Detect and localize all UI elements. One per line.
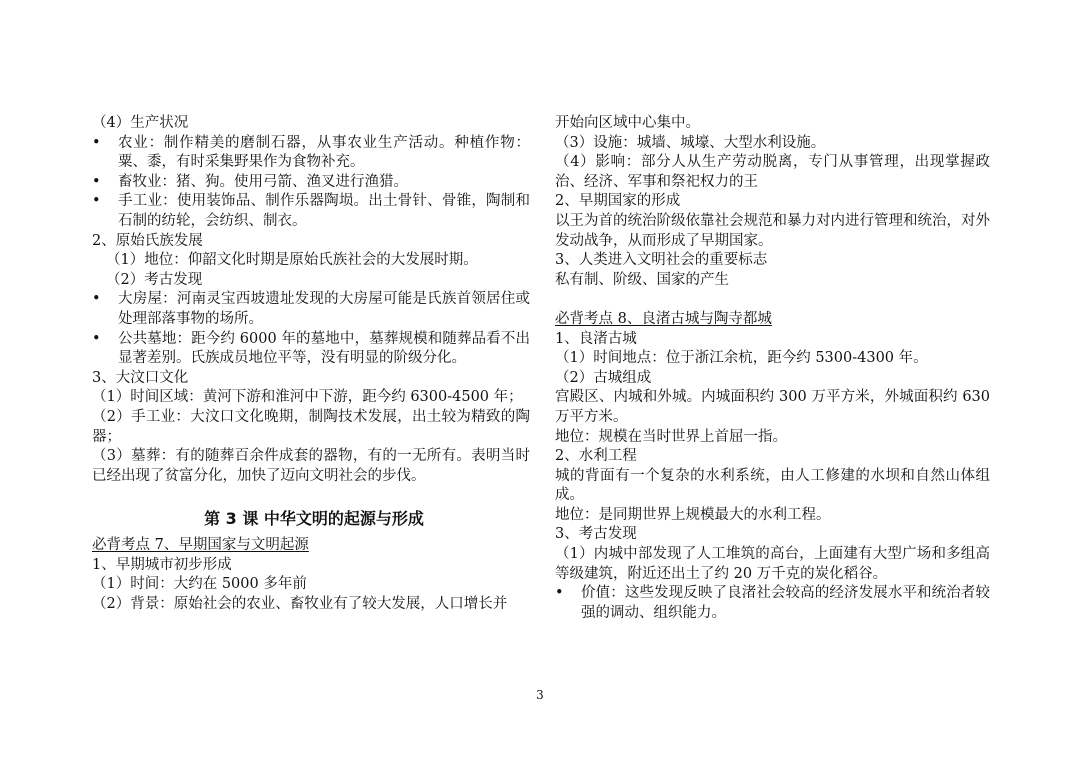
liangzhu-heading: 1、良渚古城 bbox=[555, 330, 637, 347]
water-text: 城的背面有一个复杂的水利系统，由人工修建的水坝和自然山体组成。 bbox=[555, 467, 990, 504]
cemetery-item bbox=[92, 330, 530, 369]
liangzhu-city-status: 地位：规模在当时世界上首屈一指。 bbox=[555, 428, 787, 445]
husbandry-item bbox=[92, 173, 530, 193]
handicraft-item bbox=[92, 192, 530, 231]
husbandry-text: 畜牧业：猪、狗。使用弓箭、渔叉进行渔猎。 bbox=[118, 173, 408, 190]
keypoint-8-heading: 必背考点 8、良渚古城与陶寺都城 bbox=[555, 310, 772, 327]
water-heading: 2、水利工程 bbox=[555, 448, 637, 465]
civilization-heading: 3、人类进入文明社会的重要标志 bbox=[555, 252, 768, 269]
bullet-icon: • bbox=[92, 134, 101, 151]
archaeology-heading: 3、考古发现 bbox=[555, 526, 637, 543]
early-state-heading: 2、早期国家的形成 bbox=[555, 193, 681, 210]
liangzhu-city-text: 宫殿区、内城和外城。内城面积约 300 万平方米，外城面积约 630 万平方米。 bbox=[555, 389, 990, 425]
influence-text: （4）影响：部分人从生产劳动脱离，专门从事管理，出现掌握政治、经济、军事和祭祀权力的王 bbox=[555, 154, 990, 190]
big-house-text: 大房屋：河南灵宝西坡遗址发现的大房屋可能是氏族首领居住或处理部落事物的场所。 bbox=[118, 291, 530, 327]
bullet-icon: • bbox=[92, 330, 101, 347]
page-number: 3 bbox=[536, 688, 544, 702]
dawenkou-heading: 3、大汶口文化 bbox=[92, 369, 189, 386]
city-background: （2）背景：原始社会的农业、畜牧业有了较大发展，人口增长并 bbox=[92, 596, 508, 613]
dawenkou-burial: （3）墓葬：有的随葬百余件成套的器物，有的一无所有。表明当时已经出现了贫富分化，加快了迈向文明社会的步伐。 bbox=[92, 448, 530, 484]
early-state-text: 以王为首的统治阶级依靠社会规范和暴力对内进行管理和统治，对外发动战争，从而形成了早期国家。 bbox=[555, 212, 990, 249]
dawenkou-time: （1）时间区域：黄河下游和淮河中下游，距今约 6300-4500 年； bbox=[92, 389, 523, 406]
civilization-text: 私有制、阶级、国家的产生 bbox=[555, 271, 729, 288]
right-column bbox=[555, 114, 990, 623]
clan-heading: 2、原始氏族发展 bbox=[92, 232, 203, 249]
bullet-icon: • bbox=[92, 173, 101, 190]
bullet-icon: • bbox=[92, 291, 101, 308]
cemetery-text: 公共墓地：距今约 6000 年的墓地中，墓葬规模和随葬品看不出显著差别。氏族成员地位平等，没有明显的阶级分化。 bbox=[118, 330, 530, 367]
continuation-text: 开始向区域中心集中。 bbox=[555, 115, 700, 131]
bullet-icon: • bbox=[92, 193, 101, 210]
agriculture-item bbox=[92, 134, 530, 173]
section-spacer bbox=[555, 290, 990, 310]
dawenkou-craft: （2）手工业：大汶口文化晚期，制陶技术发展，出土较为精致的陶器； bbox=[92, 408, 530, 445]
lesson-title: 第 3 课 中华文明的起源与形成 bbox=[204, 509, 424, 529]
city-time: （1）时间：大约在 5000 多年前 bbox=[92, 576, 307, 593]
clan-archaeology: （2）考古发现 bbox=[106, 271, 203, 288]
facilities-text: （3）设施：城墙、城壕、大型水利设施。 bbox=[555, 134, 826, 151]
bullet-icon: • bbox=[555, 585, 564, 602]
production-heading: （4）生产状况 bbox=[92, 115, 189, 131]
handicraft-text: 手工业：使用装饰品、制作乐器陶埙。出土骨针、骨锥，陶制和石制的纺轮，会纺织、制衣。 bbox=[118, 193, 530, 229]
value-text: 价值：这些发现反映了良渚社会较高的经济发展水平和统治者较强的调动、组织能力。 bbox=[581, 585, 990, 621]
left-column bbox=[92, 114, 530, 615]
keypoint-7-heading: 必背考点 7、早期国家与文明起源 bbox=[92, 537, 309, 554]
city-heading: 1、早期城市初步形成 bbox=[92, 556, 232, 573]
value-item bbox=[555, 584, 990, 623]
agriculture-text: 农业：制作精美的磨制石器，从事农业生产活动。种植作物：粟、黍，有时采集野果作为食物补充。 bbox=[118, 134, 530, 171]
clan-position: （1）地位：仰韶文化时期是原始氏族社会的大发展时期。 bbox=[106, 252, 478, 269]
liangzhu-time: （1）时间地点：位于浙江余杭，距今约 5300-4300 年。 bbox=[555, 350, 928, 367]
big-house-item bbox=[92, 290, 530, 329]
liangzhu-city-heading: （2）古城组成 bbox=[555, 369, 652, 386]
water-status: 地位：是同期世界上规模最大的水利工程。 bbox=[555, 506, 831, 523]
archaeology-text: （1）内城中部发现了人工堆筑的高台，上面建有大型广场和多组高等级建筑，附近还出土了约 20 万千克的炭化稻谷。 bbox=[555, 546, 990, 582]
